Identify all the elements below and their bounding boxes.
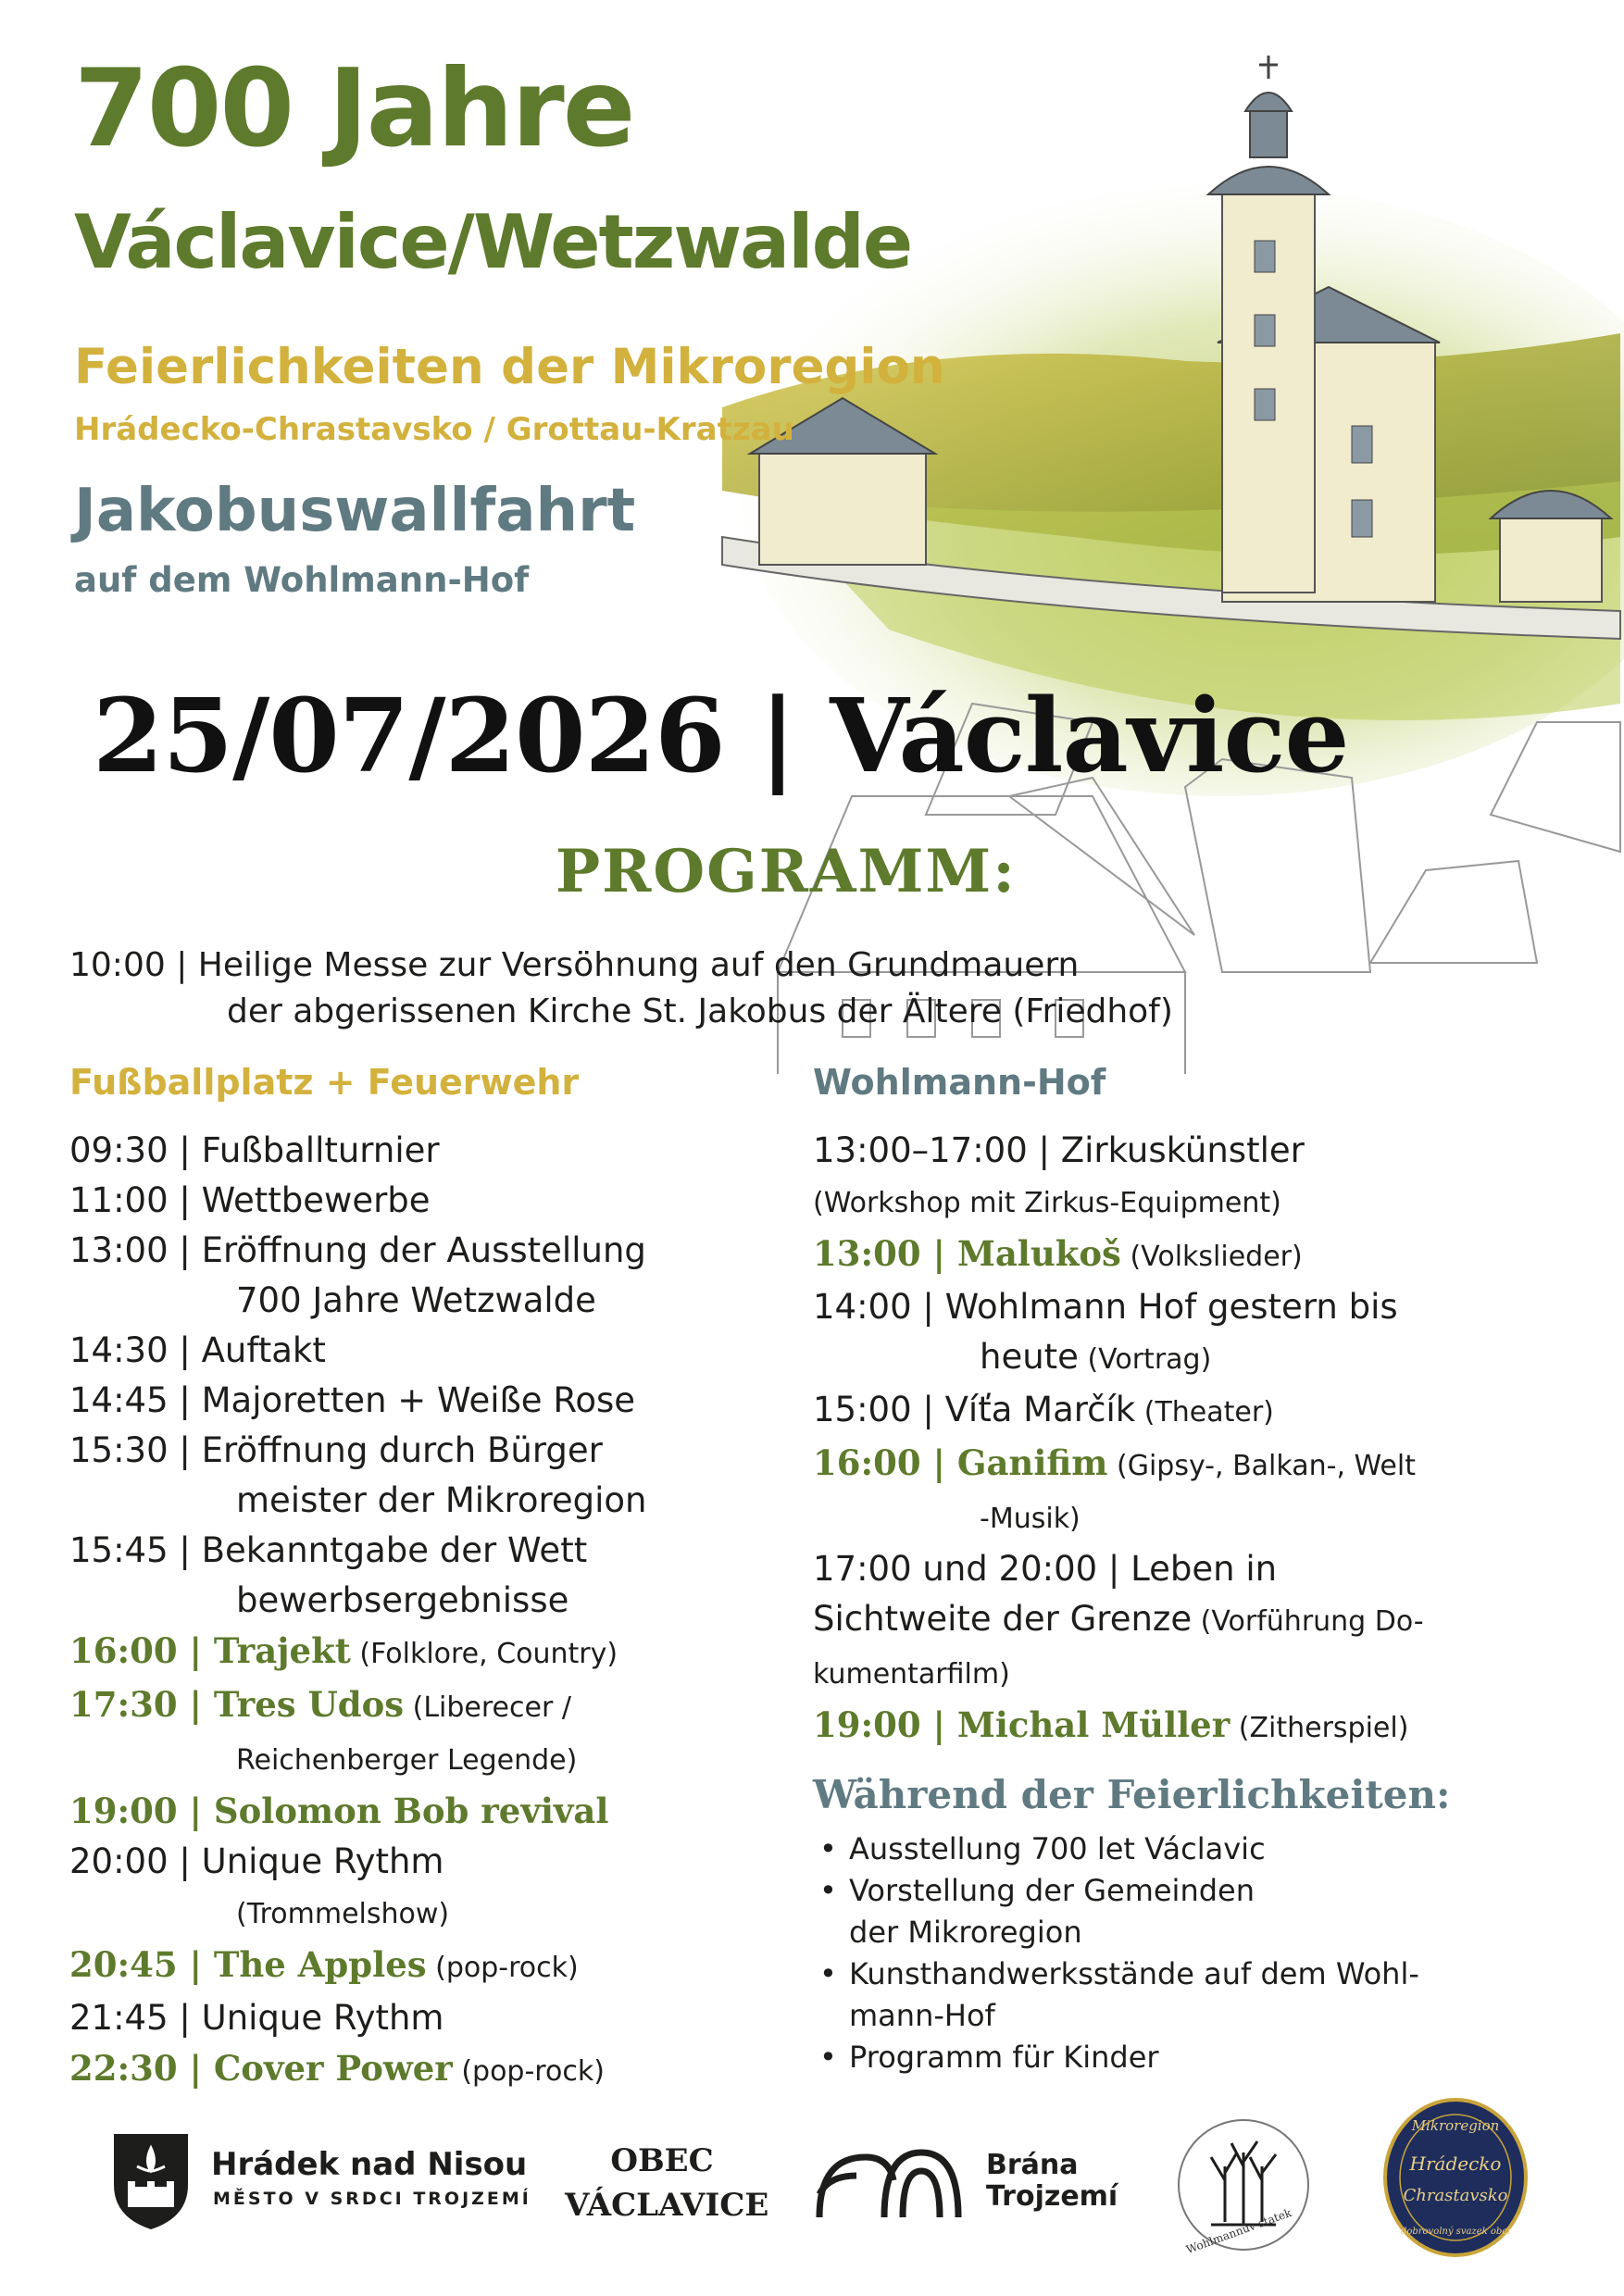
hradek-name: Hrádek nad Nisou: [211, 2146, 528, 2183]
schedule-row: [69, 1940, 810, 1993]
row-note: -Musik): [980, 1503, 1081, 1535]
highlight-performer: 16:00 | Trajekt: [69, 1630, 351, 1671]
list-item: • Kunsthandwerksstände auf dem Wohl- mann-Hof: [819, 1953, 1616, 2037]
right-column-heading: Wohlmann-Hof: [813, 1062, 1106, 1103]
subtitle-location: auf dem Wohlmann-Hof: [74, 560, 530, 600]
page-title-line2: Václavice/Wetzwalde: [74, 199, 912, 285]
schedule-row: [813, 1647, 1609, 1700]
schedule-row: [813, 1332, 1609, 1385]
row-text: 14:30 | Auftakt: [69, 1330, 326, 1370]
schedule-row: [69, 1276, 810, 1326]
row-note: kumentarfilm): [813, 1658, 1010, 1691]
row-text: bewerbsergebnisse: [236, 1580, 569, 1620]
subtitle-pilgrimage: Jakobuswallfahrt: [74, 477, 636, 545]
schedule-row: [69, 1526, 810, 1576]
schedule-row: [813, 1126, 1609, 1176]
schedule-row: [69, 1576, 810, 1626]
brana-line2: Trojzemí: [986, 2180, 1118, 2213]
mass-entry: [69, 942, 1366, 1035]
row-note: (Gipsy-, Balkan-, Welt: [1107, 1450, 1416, 1482]
highlight-performer: 17:30 | Tres Udos: [69, 1684, 405, 1725]
hradek-coat-of-arms-icon: [109, 2129, 193, 2231]
obec-line2: VÁCLAVICE: [565, 2187, 769, 2224]
schedule-row: [813, 1700, 1609, 1753]
schedule-row: [813, 1438, 1609, 1491]
list-item: • Vorstellung der Gemeinden der Mikroregion: [819, 1870, 1616, 1953]
row-text: 15:30 | Eröffnung durch Bürger: [69, 1430, 603, 1470]
brana-arches-icon: [810, 2139, 977, 2222]
row-text: meister der Mikroregion: [236, 1480, 647, 1520]
during-list: [819, 1828, 1616, 2078]
schedule-row: [813, 1594, 1609, 1647]
left-schedule: [69, 1126, 810, 2097]
row-text: 21:45 | Unique Rythm: [69, 1998, 444, 2038]
schedule-row: [69, 1887, 810, 1940]
schedule-row: [69, 1993, 810, 2043]
row-note: (Liberecer /: [404, 1691, 571, 1724]
row-text: heute: [980, 1337, 1079, 1377]
highlight-performer: 13:00 | Malukoš: [813, 1233, 1121, 1274]
row-text: 14:45 | Majoretten + Weiße Rose: [69, 1380, 636, 1420]
row-text: 20:00 | Unique Rythm: [69, 1841, 444, 1881]
subtitle-microregion: Hrádecko-Chrastavsko / Grottau-Kratzau: [74, 411, 794, 448]
schedule-row: [69, 1837, 810, 1887]
logo-hradek: [109, 2129, 535, 2231]
right-schedule: [813, 1126, 1609, 1753]
schedule-row: [813, 1229, 1609, 1282]
schedule-row: [69, 1476, 810, 1526]
row-text: 13:00 | Eröffnung der Ausstellung: [69, 1230, 646, 1270]
list-item: • Ausstellung 700 let Václavic: [819, 1828, 1616, 1870]
left-column-heading: Fußballplatz + Feuerwehr: [69, 1062, 580, 1103]
row-note: (pop-rock): [426, 1952, 579, 1984]
row-text: 11:00 | Wettbewerbe: [69, 1180, 431, 1220]
highlight-performer: 20:45 | The Apples: [69, 1944, 427, 1985]
row-text: 17:00 und 20:00 | Leben in: [813, 1549, 1278, 1589]
logo-wohlmannuv-statek: [1174, 2115, 1313, 2257]
row-note: (Theater): [1135, 1396, 1274, 1429]
mass-line1: 10:00 | Heilige Messe zur Versöhnung auf den Grundmauern: [69, 946, 1080, 984]
schedule-row: [69, 1326, 810, 1376]
mikro-top: Mikroregion: [1411, 2117, 1500, 2134]
schedule-row: [69, 2043, 810, 2097]
schedule-row: [69, 1679, 810, 1733]
schedule-row: [69, 1126, 810, 1176]
schedule-row: [813, 1491, 1609, 1544]
mikro-mid2: Chrastavsko: [1403, 2186, 1508, 2205]
row-text: 09:30 | Fußballturnier: [69, 1130, 440, 1170]
schedule-row: [69, 1376, 810, 1426]
hradek-tagline: MĚSTO V SRDCI TROJZEMÍ: [213, 2189, 531, 2209]
during-heading: Während der Feierlichkeiten:: [813, 1772, 1451, 1817]
list-item: • Programm für Kinder: [819, 2037, 1616, 2078]
schedule-row: [69, 1733, 810, 1786]
logo-brana-trojzemi: [810, 2139, 1116, 2231]
schedule-row: [813, 1176, 1609, 1229]
subtitle-festivities: Feierlichkeiten der Mikroregion: [74, 339, 945, 395]
highlight-performer: 16:00 | Ganifim: [813, 1442, 1108, 1483]
row-note: (Trommelshow): [236, 1898, 450, 1930]
row-text: 15:45 | Bekanntgabe der Wett: [69, 1530, 588, 1570]
mikro-mid1: Hrádecko: [1409, 2152, 1502, 2175]
schedule-row: [813, 1282, 1609, 1332]
highlight-performer: 22:30 | Cover Power: [69, 2048, 453, 2089]
row-text: 14:00 | Wohlmann Hof gestern bis: [813, 1287, 1398, 1327]
row-text: 13:00–17:00 | Zirkuskünstler: [813, 1130, 1305, 1170]
row-note: (Vorführung Do-: [1192, 1605, 1424, 1638]
schedule-row: [69, 1226, 810, 1276]
row-note: (Workshop mit Zirkus-Equipment): [813, 1187, 1281, 1219]
row-note: (Volkslieder): [1120, 1241, 1303, 1273]
row-note: (Folklore, Country): [350, 1638, 618, 1670]
page-title: 700 Jahre: [74, 46, 634, 171]
highlight-performer: 19:00 | Michal Müller: [813, 1704, 1230, 1745]
logo-obec-vaclavice: [565, 2139, 769, 2227]
brana-line1: Brána: [986, 2149, 1079, 2181]
logo-mikroregion: [1381, 2097, 1530, 2259]
mikro-bottom: dobrovolný svazek obcí: [1400, 2227, 1511, 2237]
statek-label: Wohlmannův statek: [1184, 2205, 1293, 2257]
highlight-performer: 19:00 | Solomon Bob revival: [69, 1791, 609, 1831]
schedule-row: [69, 1426, 810, 1476]
event-date: 25/07/2026 | Václavice: [93, 676, 1349, 795]
row-note: (pop-rock): [452, 2055, 605, 2088]
row-note: (Zitherspiel): [1230, 1712, 1409, 1744]
schedule-row: [69, 1786, 810, 1837]
row-text: 700 Jahre Wetzwalde: [236, 1280, 596, 1320]
schedule-row: [69, 1626, 810, 1679]
schedule-row: [69, 1176, 810, 1226]
row-note: Reichenberger Legende): [236, 1744, 578, 1777]
obec-line1: OBEC: [610, 2142, 714, 2179]
program-heading: PROGRAMM:: [556, 837, 1017, 906]
row-note: (Vortrag): [1078, 1343, 1212, 1376]
row-text: 15:00 | Víťa Marčík: [813, 1390, 1136, 1429]
mass-line2: der abgerissenen Kirche St. Jakobus der Ältere (Friedhof): [227, 992, 1173, 1030]
schedule-row: [813, 1544, 1609, 1594]
schedule-row: [813, 1385, 1609, 1438]
row-text: Sichtweite der Grenze: [813, 1599, 1193, 1639]
